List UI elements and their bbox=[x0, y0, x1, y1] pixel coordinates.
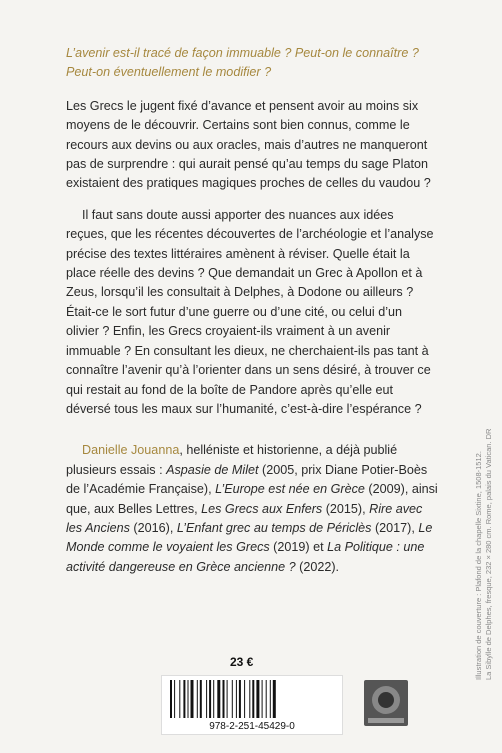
bio-text: (2022). bbox=[295, 559, 340, 574]
barcode bbox=[161, 675, 343, 735]
book-title: L’Enfant grec au temps de Périclès bbox=[176, 520, 372, 535]
book-title: L’Europe est née en Grèce bbox=[215, 482, 365, 497]
back-cover-text bbox=[66, 44, 438, 589]
price: 23 € bbox=[230, 655, 254, 669]
publisher-seal-icon bbox=[358, 678, 414, 730]
bio-text: (2019) et bbox=[269, 540, 328, 555]
book-title: Rire avec les Anciens bbox=[66, 501, 423, 535]
author-name: Danielle Jouanna bbox=[82, 443, 180, 458]
cover-credit-text bbox=[474, 330, 496, 680]
book-title: La Politique : une activité dangereuse en Grèce ancienne ? bbox=[66, 540, 425, 574]
lead-question: L’avenir est-il tracé de façon immuable ? Peut-on le connaître ? Peut-on éventuellement le modifier ? bbox=[66, 46, 419, 80]
book-title: Le Monde comme le voyaient les Grecs bbox=[66, 520, 433, 555]
credit-line-2: La Sibylle de Delphes, fresque, 232 × 280 cm. Rome, palais du Vatican. DR bbox=[484, 428, 493, 680]
book-title: Les Grecs aux Enfers bbox=[201, 501, 323, 516]
barcode-bars bbox=[168, 680, 336, 718]
bio-text: (2017), bbox=[371, 520, 419, 535]
paragraph-2: Il faut sans doute aussi apporter des nuances aux idées reçues, que les récentes découvertes de l’archéologie et l’analyse précise des textes littéraires amènent à réviser. Quelle était la place réelle des devins ? Que demandait un Grec à Apollon et à Zeus, lorsqu’il les consultait à Delphes, à Dodone ou ailleurs ? Était-ce le sort futur d’une guerre ou d’une cité, ou celui d’un olivier ? Enfin, les Grecs croyaient-ils vraiment à un avenir immuable ? En consultant les dieux, ne cherchaient-ils pas tant à connaître l’avenir qu’à l’orienter dans un sens désiré, à trouver ce qui restait au fond de la boîte de Pandore après qu’elle eut déversé tous les maux sur l’humanité, c’est-à-dire l’espérance ? bbox=[66, 207, 434, 416]
credit-line-1: Illustration de couverture : Plafond de la chapelle Sixtine, 1508-1512. bbox=[474, 451, 483, 680]
author-bio bbox=[66, 441, 438, 577]
bio-text: (2005, prix Diane Potier-Boès de l’Académie Française), bbox=[66, 462, 428, 497]
cover-credit bbox=[474, 330, 496, 680]
publisher-logo bbox=[358, 678, 414, 730]
bio-text: (2015), bbox=[322, 501, 370, 516]
paragraph-1: Les Grecs le jugent fixé d’avance et pensent avoir au moins six moyens de le découvrir. Certains sont bien connus, comme le recours aux devins ou aux oracles, mais d’autres ne manqueront pas de surprendre : qui aurait pensé qu’au temps du sage Platon existaient des pratiques magiques proches de celles du vaudou ? bbox=[66, 98, 431, 191]
bio-text: (2016), bbox=[129, 520, 177, 535]
bio-text: (2009), ainsi que, aux Belles Lettres, bbox=[66, 482, 438, 516]
bio-text: , helléniste et historienne, a déjà publié plusieurs essais : bbox=[66, 443, 398, 477]
book-title: Aspasie de Milet bbox=[166, 462, 259, 477]
isbn-number: 978-2-251-45429-0 bbox=[209, 721, 295, 732]
